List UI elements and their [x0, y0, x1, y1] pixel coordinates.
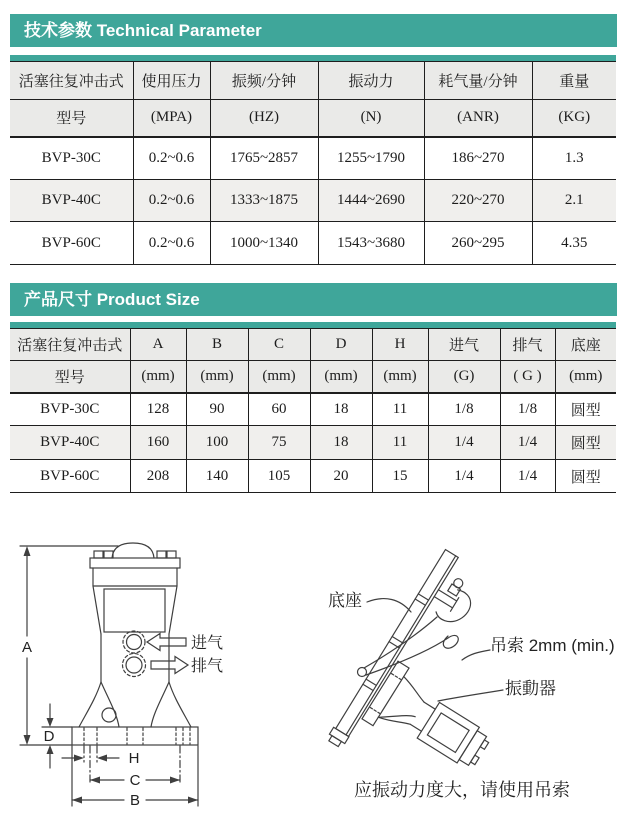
model-cell: BVP-40C: [10, 426, 130, 460]
vibrator-cap-plate: [90, 558, 180, 568]
header-cell: (mm): [248, 361, 310, 393]
table-cell: 11: [372, 393, 428, 426]
table-cell: 1444~2690: [318, 180, 424, 222]
table-cell: 105: [248, 460, 310, 493]
vibrator-label: 振動器: [505, 679, 556, 698]
flange-hidden-lines: [84, 728, 190, 744]
vibrator-taper-sides: [93, 586, 177, 634]
skirt-outline: [79, 682, 101, 727]
table-row: [10, 180, 616, 222]
table-cell: 220~270: [424, 180, 532, 222]
inlet-label: 进气: [191, 635, 224, 652]
vibrator-neck: [101, 634, 169, 682]
header-cell: 型号: [10, 100, 133, 137]
header-cell: (mm): [372, 361, 428, 393]
table-cell: 1/4: [428, 426, 500, 460]
model-cell: BVP-60C: [10, 222, 133, 265]
table-cell: 260~295: [424, 222, 532, 265]
table-cell: 0.2~0.6: [133, 222, 210, 265]
arrowhead: [170, 777, 180, 784]
vibrator-upper-body: [93, 568, 177, 586]
size-header-row-2: [10, 361, 616, 393]
base-flange: [72, 727, 198, 745]
header-cell: (ANR): [424, 100, 532, 137]
header-cell: (mm): [310, 361, 372, 393]
table-cell: 186~270: [424, 137, 532, 180]
table-cell: 160: [130, 426, 186, 460]
table-cell: 1255~1790: [318, 137, 424, 180]
tech-parameter-banner-title: 技术参数 Technical Parameter: [24, 21, 262, 40]
table-cell: 1333~1875: [210, 180, 318, 222]
front-view-drawing: [0, 530, 310, 821]
product-size-banner: [10, 283, 617, 316]
table-cell: 15: [372, 460, 428, 493]
header-cell: 型号: [10, 361, 130, 393]
arrowhead: [188, 797, 198, 804]
vibrator-cylinder: [417, 702, 479, 763]
table-cell: 90: [186, 393, 248, 426]
table-cell: 18: [310, 426, 372, 460]
bolt: [167, 551, 176, 558]
table-cell: 1543~3680: [318, 222, 424, 265]
header-cell: (mm): [130, 361, 186, 393]
table-cell: 60: [248, 393, 310, 426]
header-cell: 底座: [555, 329, 616, 361]
clamp-bracket: [432, 586, 459, 611]
table-row: [10, 137, 616, 180]
table-cell: 208: [130, 460, 186, 493]
table-cell: 18: [310, 393, 372, 426]
header-cell: (mm): [186, 361, 248, 393]
product-size-banner-title: 产品尺寸 Product Size: [24, 290, 200, 309]
table-cell: 1.3: [532, 137, 616, 180]
table-cell: 128: [130, 393, 186, 426]
skirt-web: [378, 700, 415, 733]
table-cell: 1/4: [428, 460, 500, 493]
arrowhead: [90, 777, 100, 784]
header-cell: (G): [428, 361, 500, 393]
table-cell: 0.2~0.6: [133, 137, 210, 180]
arrowhead: [24, 735, 31, 745]
vibrator-body: [362, 661, 500, 782]
header-cell: A: [130, 329, 186, 361]
model-cell: BVP-30C: [10, 137, 133, 180]
skirt-hole: [102, 708, 116, 722]
table-cell: 1/4: [500, 426, 555, 460]
header-cell: 活塞往复冲击式: [10, 329, 130, 361]
vibrator-window: [427, 713, 469, 753]
tech-header-row-1: [10, 62, 616, 100]
dim-label-h: H: [128, 750, 140, 767]
skirt-web: [151, 682, 169, 727]
table-row: [10, 222, 616, 265]
leader-line-base: [367, 599, 411, 612]
leader-line-vibrator: [438, 690, 503, 701]
mount-caption: 应振动力度大，请使用吊索: [354, 780, 570, 800]
dim-label-d: D: [43, 728, 55, 745]
table-cell: 圆型: [555, 426, 616, 460]
table-row: [10, 393, 616, 426]
table-cell: 75: [248, 426, 310, 460]
arrowhead: [97, 755, 107, 762]
table-cell: 140: [186, 460, 248, 493]
header-cell: D: [310, 329, 372, 361]
header-cell: 排气: [500, 329, 555, 361]
header-cell: 使用压力: [133, 62, 210, 100]
vibrator-window: [104, 589, 165, 632]
header-cell: (KG): [532, 100, 616, 137]
outlet-label: 排气: [191, 658, 224, 675]
table-cell: 1/8: [500, 393, 555, 426]
bolt: [94, 551, 103, 558]
sling-label: 吊索 2mm (min.): [490, 636, 615, 655]
base-label: 底座: [328, 591, 362, 610]
sling-wire: [364, 617, 437, 668]
table-cell: 1765~2857: [210, 137, 318, 180]
tech-header-row-2: [10, 100, 616, 137]
table-cell: 圆型: [555, 460, 616, 493]
eyelet: [358, 668, 367, 677]
table-cell: 11: [372, 426, 428, 460]
dim-label-b: B: [129, 792, 141, 809]
bolt: [480, 740, 488, 749]
header-cell: B: [186, 329, 248, 361]
header-cell: C: [248, 329, 310, 361]
header-cell: H: [372, 329, 428, 361]
mounting-view-drawing: [300, 520, 627, 821]
arrowhead: [24, 546, 31, 556]
header-cell: ( G ): [500, 361, 555, 393]
header-cell: 耗气量/分钟: [424, 62, 532, 100]
model-cell: BVP-40C: [10, 180, 133, 222]
table-row: [10, 460, 616, 493]
arrowhead: [74, 755, 84, 762]
table-row: [10, 426, 616, 460]
table-cell: 4.35: [532, 222, 616, 265]
table-cell: 1000~1340: [210, 222, 318, 265]
table-cell: 0.2~0.6: [133, 180, 210, 222]
tech-parameter-banner: [10, 14, 617, 47]
bolt: [157, 551, 166, 558]
bolt: [471, 755, 479, 764]
header-cell: 振频/分钟: [210, 62, 318, 100]
header-cell: 重量: [532, 62, 616, 100]
inlet-arrow-icon: [147, 634, 186, 651]
header-cell: 进气: [428, 329, 500, 361]
header-cell: (MPA): [133, 100, 210, 137]
leader-line-sling: [462, 650, 490, 660]
header-cell: (HZ): [210, 100, 318, 137]
model-cell: BVP-60C: [10, 460, 130, 493]
dim-label-a: A: [21, 639, 33, 656]
table-cell: 2.1: [532, 180, 616, 222]
model-cell: BVP-30C: [10, 393, 130, 426]
arrowhead: [47, 745, 54, 754]
header-cell: (mm): [555, 361, 616, 393]
arrowhead: [47, 718, 54, 727]
table-cell: 100: [186, 426, 248, 460]
header-cell: (N): [318, 100, 424, 137]
table-cell: 1/8: [428, 393, 500, 426]
table-cell: 1/4: [500, 460, 555, 493]
table-cell: 20: [310, 460, 372, 493]
sling-wire-loop: [366, 635, 458, 675]
product-size-table: [10, 328, 616, 493]
tech-parameter-table: [10, 61, 616, 265]
header-cell: 振动力: [318, 62, 424, 100]
plate-foot: [329, 736, 342, 747]
skirt-outline: [169, 682, 191, 727]
arrowhead: [72, 797, 82, 804]
header-cell: 活塞往复冲击式: [10, 62, 133, 100]
inlet-port: [127, 635, 142, 650]
outlet-port: [126, 657, 142, 673]
dim-label-c: C: [129, 772, 141, 789]
size-header-row-1: [10, 329, 616, 361]
vibrator-top-dome: [112, 543, 154, 558]
clamp-bolt-head: [452, 577, 464, 589]
table-cell: 圆型: [555, 393, 616, 426]
